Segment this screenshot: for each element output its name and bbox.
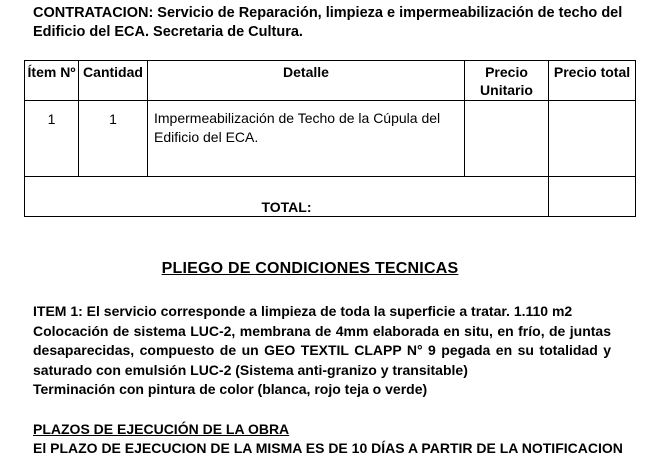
section-title: PLIEGO DE CONDICIONES TECNICAS <box>161 260 459 277</box>
cell-precio-unitario <box>465 101 549 177</box>
cell-item: 1 <box>25 101 79 177</box>
contract-heading: CONTRATACION: Servicio de Reparación, limpieza e impermeabilización de techo del Edificio del ECA. Secretaria de Cultura. <box>33 5 623 40</box>
table-header-row <box>25 61 636 101</box>
total-row <box>25 177 636 217</box>
cell-cantidad: 1 <box>79 101 148 177</box>
header-detalle: Detalle <box>148 61 465 101</box>
cell-precio-total <box>549 101 636 177</box>
table-row <box>25 101 636 177</box>
header-precio-unitario: Precio Unitario <box>465 61 549 101</box>
total-label: TOTAL: <box>25 177 549 217</box>
header-precio-total: Precio total <box>549 61 636 101</box>
item1-line1: ITEM 1: El servicio corresponde a limpieza de toda la superficie a tratar. 1.110 m2 <box>33 303 573 319</box>
total-value <box>549 177 636 217</box>
quote-table <box>24 60 636 217</box>
plazos-text: El PLAZO DE EJECUCION DE LA MISMA ES DE 10 DÍAS A PARTIR DE LA NOTIFICACION <box>33 440 623 456</box>
header-cantidad: Cantidad <box>79 61 148 101</box>
item1-line3: Terminación con pintura de color (blanca, rojo teja o verde) <box>33 381 428 397</box>
item1-line2: Colocación de sistema LUC-2, membrana de 4mm elaborada en situ, en frío, de juntas desaparecidas, compuesto de un GEO TEXTIL CLAPP N° 9 pegada en su totalidad y saturado con emulsión LUC-2 (Sistema anti-granizo y transitable) <box>33 322 611 378</box>
cell-detalle: Impermeabilización de Techo de la Cúpula del Edificio del ECA. <box>148 101 465 177</box>
header-item: Ítem Nº <box>25 61 79 101</box>
item1-description <box>33 302 611 400</box>
plazos-title: PLAZOS DE EJECUCIÓN DE LA OBRA <box>33 421 290 437</box>
